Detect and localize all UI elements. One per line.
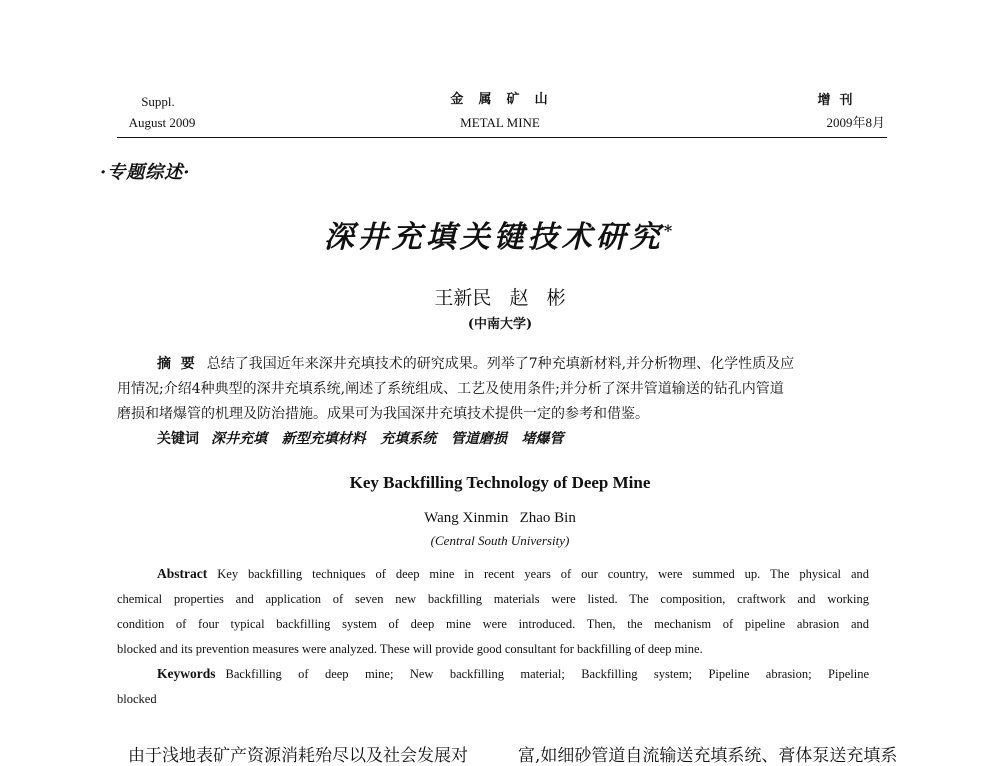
paper-title-text: 深井充填关键技术研究	[323, 220, 664, 255]
title-footnote-mark: *	[663, 221, 677, 240]
keywords-en-cont: blocked	[117, 692, 157, 706]
abstract-en-text: Key backfilling techniques of deep mine in recent years of our country, were summed up. The physical and	[217, 567, 869, 581]
abstract-cn-text: 总结了我国近年来深井充填技术的研究成果。列举了7种充填新材料,并分析物理、化学性质及应	[206, 356, 795, 372]
abstract-en-label: Abstract	[157, 566, 208, 581]
header-journal-cn: 金 属 矿 山	[450, 92, 550, 107]
abstract-en	[117, 567, 869, 706]
body-text-right: 富,如细砂管道自流输送充填系统、膏体泵送充填系	[518, 746, 898, 766]
abstract-en-line: condition of four typical backfilling system of deep mine were introduced. Then, the mechanism of pipeline abrasion and	[117, 617, 869, 631]
abstract-cn-label: 摘 要	[157, 356, 195, 372]
section-label: ·专题综述·	[100, 162, 191, 183]
header-suppl: Suppl.	[141, 94, 175, 109]
abstract-cn-line	[117, 357, 877, 371]
abstract-en-line: chemical properties and application of seven new backfilling materials were listed. The composition, craftwork and working	[117, 592, 869, 606]
abstract-cn	[117, 357, 877, 446]
abstract-en-line	[117, 567, 869, 581]
keywords-cn-label: 关键词	[157, 431, 199, 447]
header-date-en: August 2009	[128, 115, 196, 130]
header-date-cn: 2009年8月	[826, 115, 885, 130]
keywords-cn-items: 深井充填 新型充填材料 充填系统 管道磨损 堵爆管	[211, 431, 564, 447]
abstract-cn-line: 磨损和堵爆管的机理及防治措施。成果可为我国深井充填技术提供一定的参考和借鉴。	[117, 406, 649, 422]
keywords-en-items: Backfilling of deep mine; New backfilling material; Backfilling system; Pipeline abrasion; Pipeline	[225, 667, 869, 681]
header-journal-en: METAL MINE	[460, 115, 540, 130]
header-rule	[117, 137, 887, 138]
header-suppl-cn: 增 刊	[817, 93, 853, 108]
body-text-left: 由于浅地表矿产资源消耗殆尽以及社会发展对	[128, 746, 468, 766]
keywords-en	[117, 667, 869, 681]
abstract-cn-line: 用情况;介绍4种典型的深井充填系统,阐述了系统组成、工艺及使用条件;并分析了深井管道输送的钻孔内管道	[117, 381, 784, 397]
affiliation-cn: (中南大学)	[467, 317, 533, 332]
keywords-en-label: Keywords	[157, 666, 216, 681]
authors-cn: 王新民 赵 彬	[434, 287, 566, 309]
keywords-cn	[117, 432, 877, 446]
authors-en: Wang Xinmin Zhao Bin	[424, 510, 576, 526]
paper-title-en: Key Backfilling Technology of Deep Mine	[349, 473, 651, 492]
paper-title	[200, 212, 800, 256]
affiliation-en: (Central South University)	[430, 533, 570, 548]
abstract-en-line: blocked and its prevention measures were analyzed. These will provide good consultant for backfilling of deep mine.	[117, 642, 703, 656]
